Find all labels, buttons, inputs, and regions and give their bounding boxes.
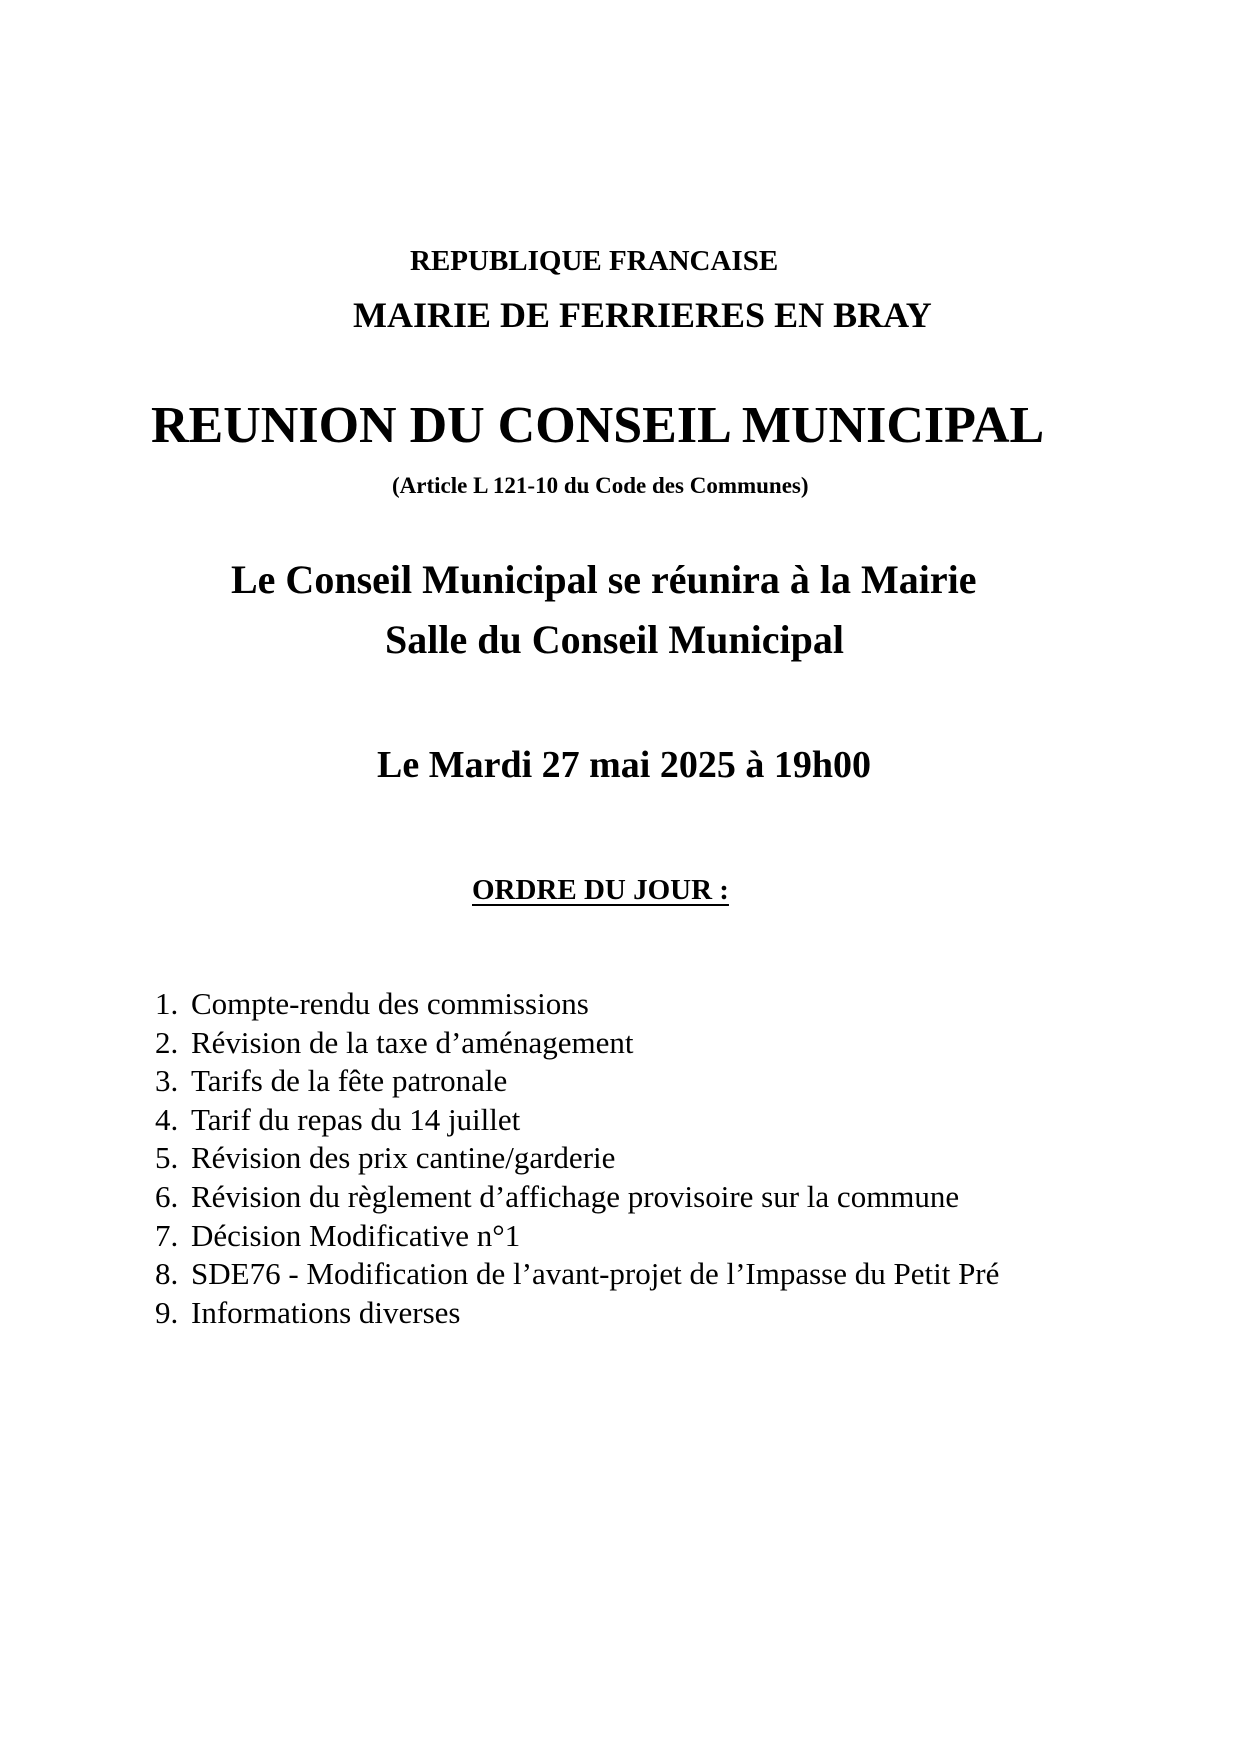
agenda-item-text: Tarif du repas du 14 juillet <box>191 1101 521 1137</box>
agenda-item-number: 2. <box>155 1024 179 1060</box>
agenda-item-number: 5. <box>155 1140 179 1176</box>
agenda-item-text: Informations diverses <box>191 1294 461 1330</box>
agenda-item <box>155 1255 999 1294</box>
agenda-heading: ORDRE DU JOUR : <box>472 874 729 906</box>
agenda-item-text: Révision des prix cantine/garderie <box>191 1140 616 1176</box>
agenda-item-number: 7. <box>155 1217 179 1253</box>
agenda-item <box>155 1178 999 1217</box>
agenda-item-number: 6. <box>155 1178 179 1214</box>
agenda-item-number: 8. <box>155 1256 179 1292</box>
republique-heading: REPUBLIQUE FRANCAISE <box>410 245 779 277</box>
agenda-item-text: Révision du règlement d’affichage provisoire sur la commune <box>191 1178 960 1214</box>
location-line-2: Salle du Conseil Municipal <box>385 617 844 662</box>
agenda-item-text: SDE76 - Modification de l’avant-projet de l’Impasse du Petit Pré <box>191 1256 1000 1292</box>
agenda-item <box>155 1139 999 1178</box>
agenda-item-text: Révision de la taxe d’aménagement <box>191 1024 634 1060</box>
agenda-item-text: Tarifs de la fête patronale <box>191 1063 508 1099</box>
agenda-item-number: 1. <box>155 986 179 1021</box>
agenda-item <box>155 1024 999 1063</box>
meeting-date: Le Mardi 27 mai 2025 à 19h00 <box>377 744 871 786</box>
agenda-item-text: Décision Modificative n°1 <box>191 1217 521 1253</box>
agenda-list <box>155 985 999 1332</box>
agenda-item <box>155 1294 999 1333</box>
agenda-item-number: 3. <box>155 1063 179 1099</box>
agenda-item-number: 9. <box>155 1294 179 1330</box>
agenda-item <box>155 1101 999 1140</box>
meeting-title: REUNION DU CONSEIL MUNICIPAL <box>151 397 1045 454</box>
mairie-heading: MAIRIE DE FERRIERES EN BRAY <box>353 295 932 335</box>
agenda-item <box>155 1217 999 1256</box>
agenda-item <box>155 985 999 1024</box>
agenda-item-text: Compte-rendu des commissions <box>191 986 589 1021</box>
agenda-item <box>155 1062 999 1101</box>
agenda-item-number: 4. <box>155 1101 179 1137</box>
location-line-1: Le Conseil Municipal se réunira à la Mairie <box>231 557 977 602</box>
article-reference: (Article L 121-10 du Code des Communes) <box>392 473 809 498</box>
